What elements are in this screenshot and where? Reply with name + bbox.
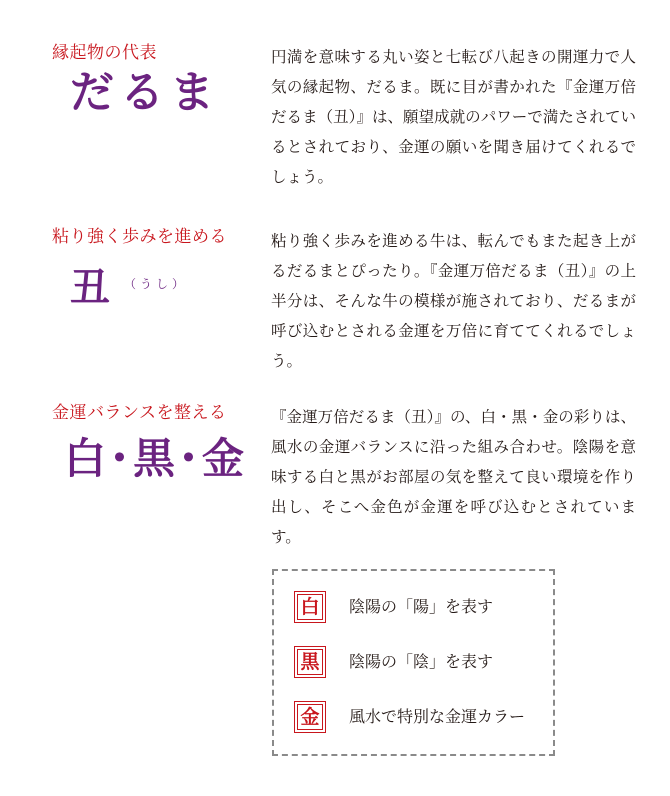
section-daruma-heading [52, 42, 262, 118]
legend-text: 陰陽の「陰」を表す [349, 652, 494, 671]
section-body: 『金運万倍だるま（丑）』の、白・黒・金の彩りは、風水の金運バランスに沿った組み合わせ。陰陽を意味する白と黒がお部屋の気を整えて良い環境を作り出し、そこへ金色が金運を呼び込むとされています。 [271, 408, 636, 546]
section-body: 円満を意味する丸い姿と七転び八起きの開運力で人気の縁起物、だるま。既に目が書かれた『金運万倍だるま（丑）』は、願望成就のパワーで満たされているとされており、金運の願いを聞き届けてくれるでしょう。 [271, 48, 636, 186]
legend-badge [294, 701, 326, 733]
section-title: 白･黒･金 [64, 434, 248, 483]
legend-badge-label: 金 [297, 704, 323, 730]
legend-item-black [294, 646, 544, 682]
legend-item-gold [294, 701, 544, 737]
section-subtitle: 金運バランスを整える [52, 403, 227, 423]
section-subtitle: 縁起物の代表 [52, 43, 157, 63]
legend-badge [294, 646, 326, 678]
section-title: 丑 [70, 264, 110, 311]
legend-badge-label: 黒 [297, 649, 323, 675]
section-colors [0, 402, 670, 552]
section-ushi-heading [52, 226, 262, 311]
section-title: だるま [70, 67, 220, 118]
section-subtitle: 粘り強く歩みを進める [52, 227, 227, 247]
legend-text: 風水で特別な金運カラー [349, 707, 526, 726]
section-colors-heading [52, 402, 262, 483]
color-legend-box [272, 569, 555, 756]
title-reading: （うし） [124, 277, 189, 291]
legend-badge [294, 591, 326, 623]
legend-badge-label: 白 [297, 594, 323, 620]
section-body: 粘り強く歩みを進める牛は、転んでもまた起き上がるだるまとぴったり。『金運万倍だるま（丑）』の上半分は、そんな牛の模様が施されており、だるまが呼び込むとされる金運を万倍に育ててくれるでしょう。 [271, 232, 636, 370]
legend-item-white [294, 591, 544, 627]
section-ushi [0, 226, 670, 376]
legend-text: 陰陽の「陽」を表す [349, 597, 494, 616]
section-daruma [0, 42, 670, 192]
